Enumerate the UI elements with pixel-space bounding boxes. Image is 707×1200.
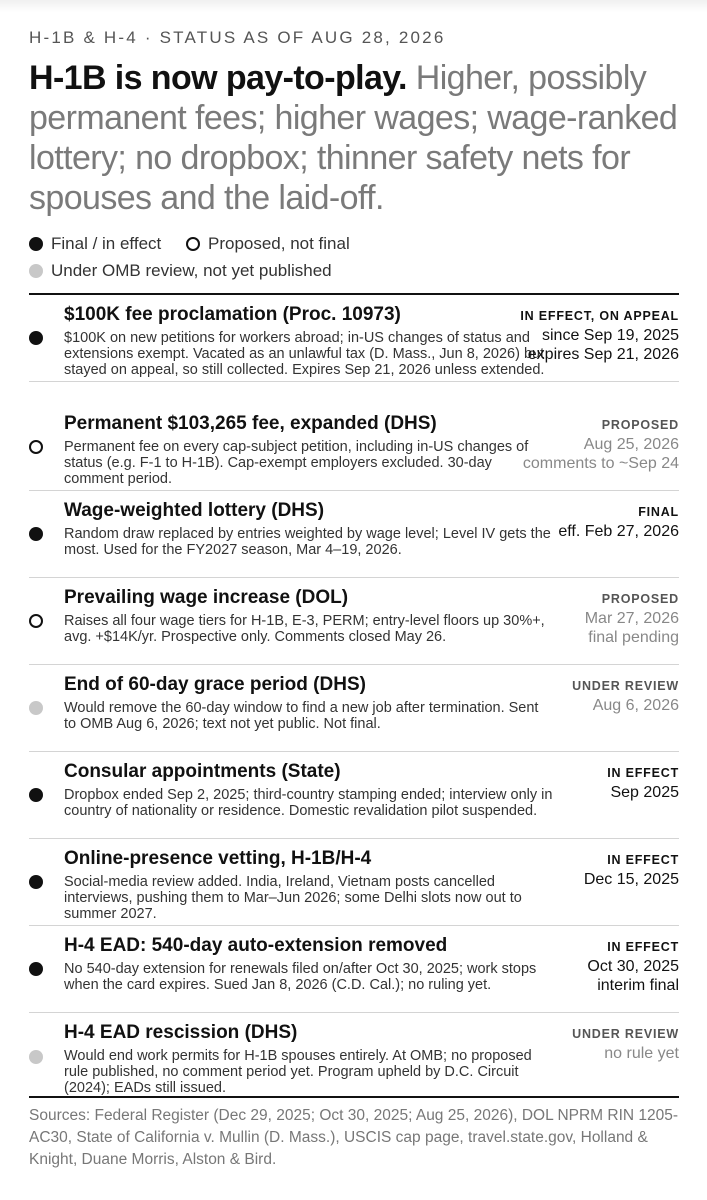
policy-row	[29, 404, 679, 491]
policy-description: Random draw replaced by entries weighted by wage level; Level IV gets the most. Used for the FY2027 season, Mar 4–19, 2026.	[64, 526, 551, 558]
status-dot-icon	[29, 1050, 43, 1064]
policy-title: H-4 EAD: 540-day auto-extension removed	[64, 935, 448, 956]
policy-description: No 540-day extension for renewals filed on/after Oct 30, 2025; work stops when the card expires. Sued Jan 8, 2026 (C.D. Cal.); no ruling yet.	[64, 961, 537, 993]
status-dot-icon	[29, 962, 43, 976]
policy-title: H-4 EAD rescission (DHS)	[64, 1022, 298, 1043]
policy-description: Dropbox ended Sep 2, 2025; third-country stamping ended; interview only in country of nationality or residence. Domestic revalidation pilot suspended.	[64, 787, 553, 819]
policy-dates	[558, 522, 679, 541]
policy-dates	[604, 1044, 679, 1063]
policy-date-line1: Aug 25, 2026	[583, 436, 679, 453]
policy-description: Would end work permits for H-1B spouses entirely. At OMB; no proposed rule published, no comment period yet. Program upheld by D.C. Circuit (2024); EADs still issued.	[64, 1048, 532, 1096]
legend-hollow-label: Proposed, not final	[207, 234, 350, 253]
status-dot-icon	[29, 701, 43, 715]
policy-description: $100K on new petitions for workers abroad; in-US changes of status and extensions exempt. Vacated as an unlawful tax (D. Mass., Jun 8, 2026) but stayed on appeal, so still collected. Expires Sep 21, 2026 unless extended.	[64, 330, 545, 378]
policy-row	[29, 665, 679, 752]
policy-date-line2: interim final	[597, 977, 679, 994]
hollow-dot-icon	[186, 237, 200, 251]
legend-filled-label: Final / in effect	[51, 234, 162, 253]
policy-date-line1: Oct 30, 2025	[587, 958, 679, 975]
policy-status: UNDER REVIEW	[572, 1027, 679, 1041]
table-bottom-rule	[29, 1096, 679, 1098]
status-dot-icon	[29, 527, 43, 541]
policy-row	[29, 752, 679, 839]
status-dot-icon	[29, 788, 43, 802]
headline-lead: H-1B is now pay-to-play.	[29, 59, 407, 97]
policy-dates	[585, 609, 679, 647]
policy-status: FINAL	[638, 505, 679, 519]
policy-row	[29, 926, 679, 1013]
policy-dates	[523, 435, 679, 473]
policy-date-line1: Aug 6, 2026	[592, 697, 679, 714]
policy-date-line2: final pending	[588, 629, 679, 646]
policy-date-line1: eff. Feb 27, 2026	[558, 523, 679, 540]
policy-date-line1: since Sep 19, 2025	[542, 327, 679, 344]
status-dot-icon	[29, 440, 43, 454]
policy-date-line2: expires Sep 21, 2026	[527, 346, 679, 363]
policy-status: IN EFFECT	[607, 766, 679, 780]
policy-row	[29, 578, 679, 665]
sources-note: Sources: Federal Register (Dec 29, 2025; Oct 30, 2025; Aug 25, 2026), DOL NPRM RIN 1205-AC30, State of California v. Mullin (D. Mass.), USCIS cap page, travel.state.gov, Holland & Knight, Duane Morris, Alston & Bird.	[29, 1107, 679, 1168]
policy-dates	[587, 957, 679, 995]
legend-hollow	[186, 234, 350, 254]
policy-date-line1: no rule yet	[604, 1045, 679, 1062]
kicker: H-1B & H-4 · STATUS AS OF AUG 28, 2026	[29, 28, 446, 47]
status-dot-icon	[29, 331, 43, 345]
status-dot-icon	[29, 614, 43, 628]
policy-date-line1: Sep 2025	[610, 784, 679, 801]
policy-title: $100K fee proclamation (Proc. 10973)	[64, 304, 401, 325]
gray-dot-icon	[29, 264, 43, 278]
policy-description: Would remove the 60-day window to find a new job after termination. Sent to OMB Aug 6, 2026; text not yet public. Not final.	[64, 700, 539, 732]
policy-title: Prevailing wage increase (DOL)	[64, 587, 349, 608]
policy-title: Permanent $103,265 fee, expanded (DHS)	[64, 413, 437, 434]
policy-row	[29, 491, 679, 578]
legend-filled	[29, 234, 161, 254]
policy-date-line1: Mar 27, 2026	[584, 610, 679, 627]
policy-title: End of 60-day grace period (DHS)	[64, 674, 366, 695]
policy-dates	[528, 326, 679, 364]
policy-title: Online-presence vetting, H-1B/H-4	[64, 848, 372, 869]
headline	[29, 58, 681, 218]
legend-gray	[29, 261, 332, 281]
status-dot-icon	[29, 875, 43, 889]
policy-title: Consular appointments (State)	[64, 761, 341, 782]
policy-description: Social-media review added. India, Ireland, Vietnam posts cancelled interviews, pushing them to Mar–Jun 2026; some Delhi slots now out to summer 2027.	[64, 874, 522, 922]
policy-description: Raises all four wage tiers for H-1B, E-3, PERM; entry-level floors up 30%+, avg. +$14K/yr. Prospective only. Comments closed May 26.	[64, 613, 545, 645]
policy-date-line2: comments to ~Sep 24	[522, 455, 679, 472]
legend-second-line	[29, 261, 352, 283]
policy-status: PROPOSED	[601, 418, 679, 432]
policy-row	[29, 295, 679, 382]
legend-gray-label: Under OMB review, not yet published	[51, 261, 332, 280]
headline-rest: Higher, possibly permanent fees; higher wages; wage-ranked lottery; no dropbox; thinner safety nets for spouses and the laid-off.	[29, 59, 678, 217]
policy-status: IN EFFECT, ON APPEAL	[520, 309, 679, 323]
policy-status: PROPOSED	[601, 592, 679, 606]
policy-status: IN EFFECT	[607, 940, 679, 954]
policy-dates	[584, 870, 679, 889]
policy-description: Permanent fee on every cap-subject petition, including in-US changes of status (e.g. F-1 to H-1B). Cap-exempt employers excluded. 30-day comment period.	[64, 439, 529, 487]
policy-dates	[610, 783, 679, 802]
legend	[29, 234, 370, 256]
policy-status: IN EFFECT	[607, 853, 679, 867]
policy-row	[29, 839, 679, 926]
top-shadow	[0, 0, 707, 12]
policy-title: Wage-weighted lottery (DHS)	[64, 500, 325, 521]
policy-dates	[593, 696, 679, 715]
policy-status: UNDER REVIEW	[572, 679, 679, 693]
policy-date-line1: Dec 15, 2025	[583, 871, 679, 888]
policy-row	[29, 1013, 679, 1100]
filled-dot-icon	[29, 237, 43, 251]
